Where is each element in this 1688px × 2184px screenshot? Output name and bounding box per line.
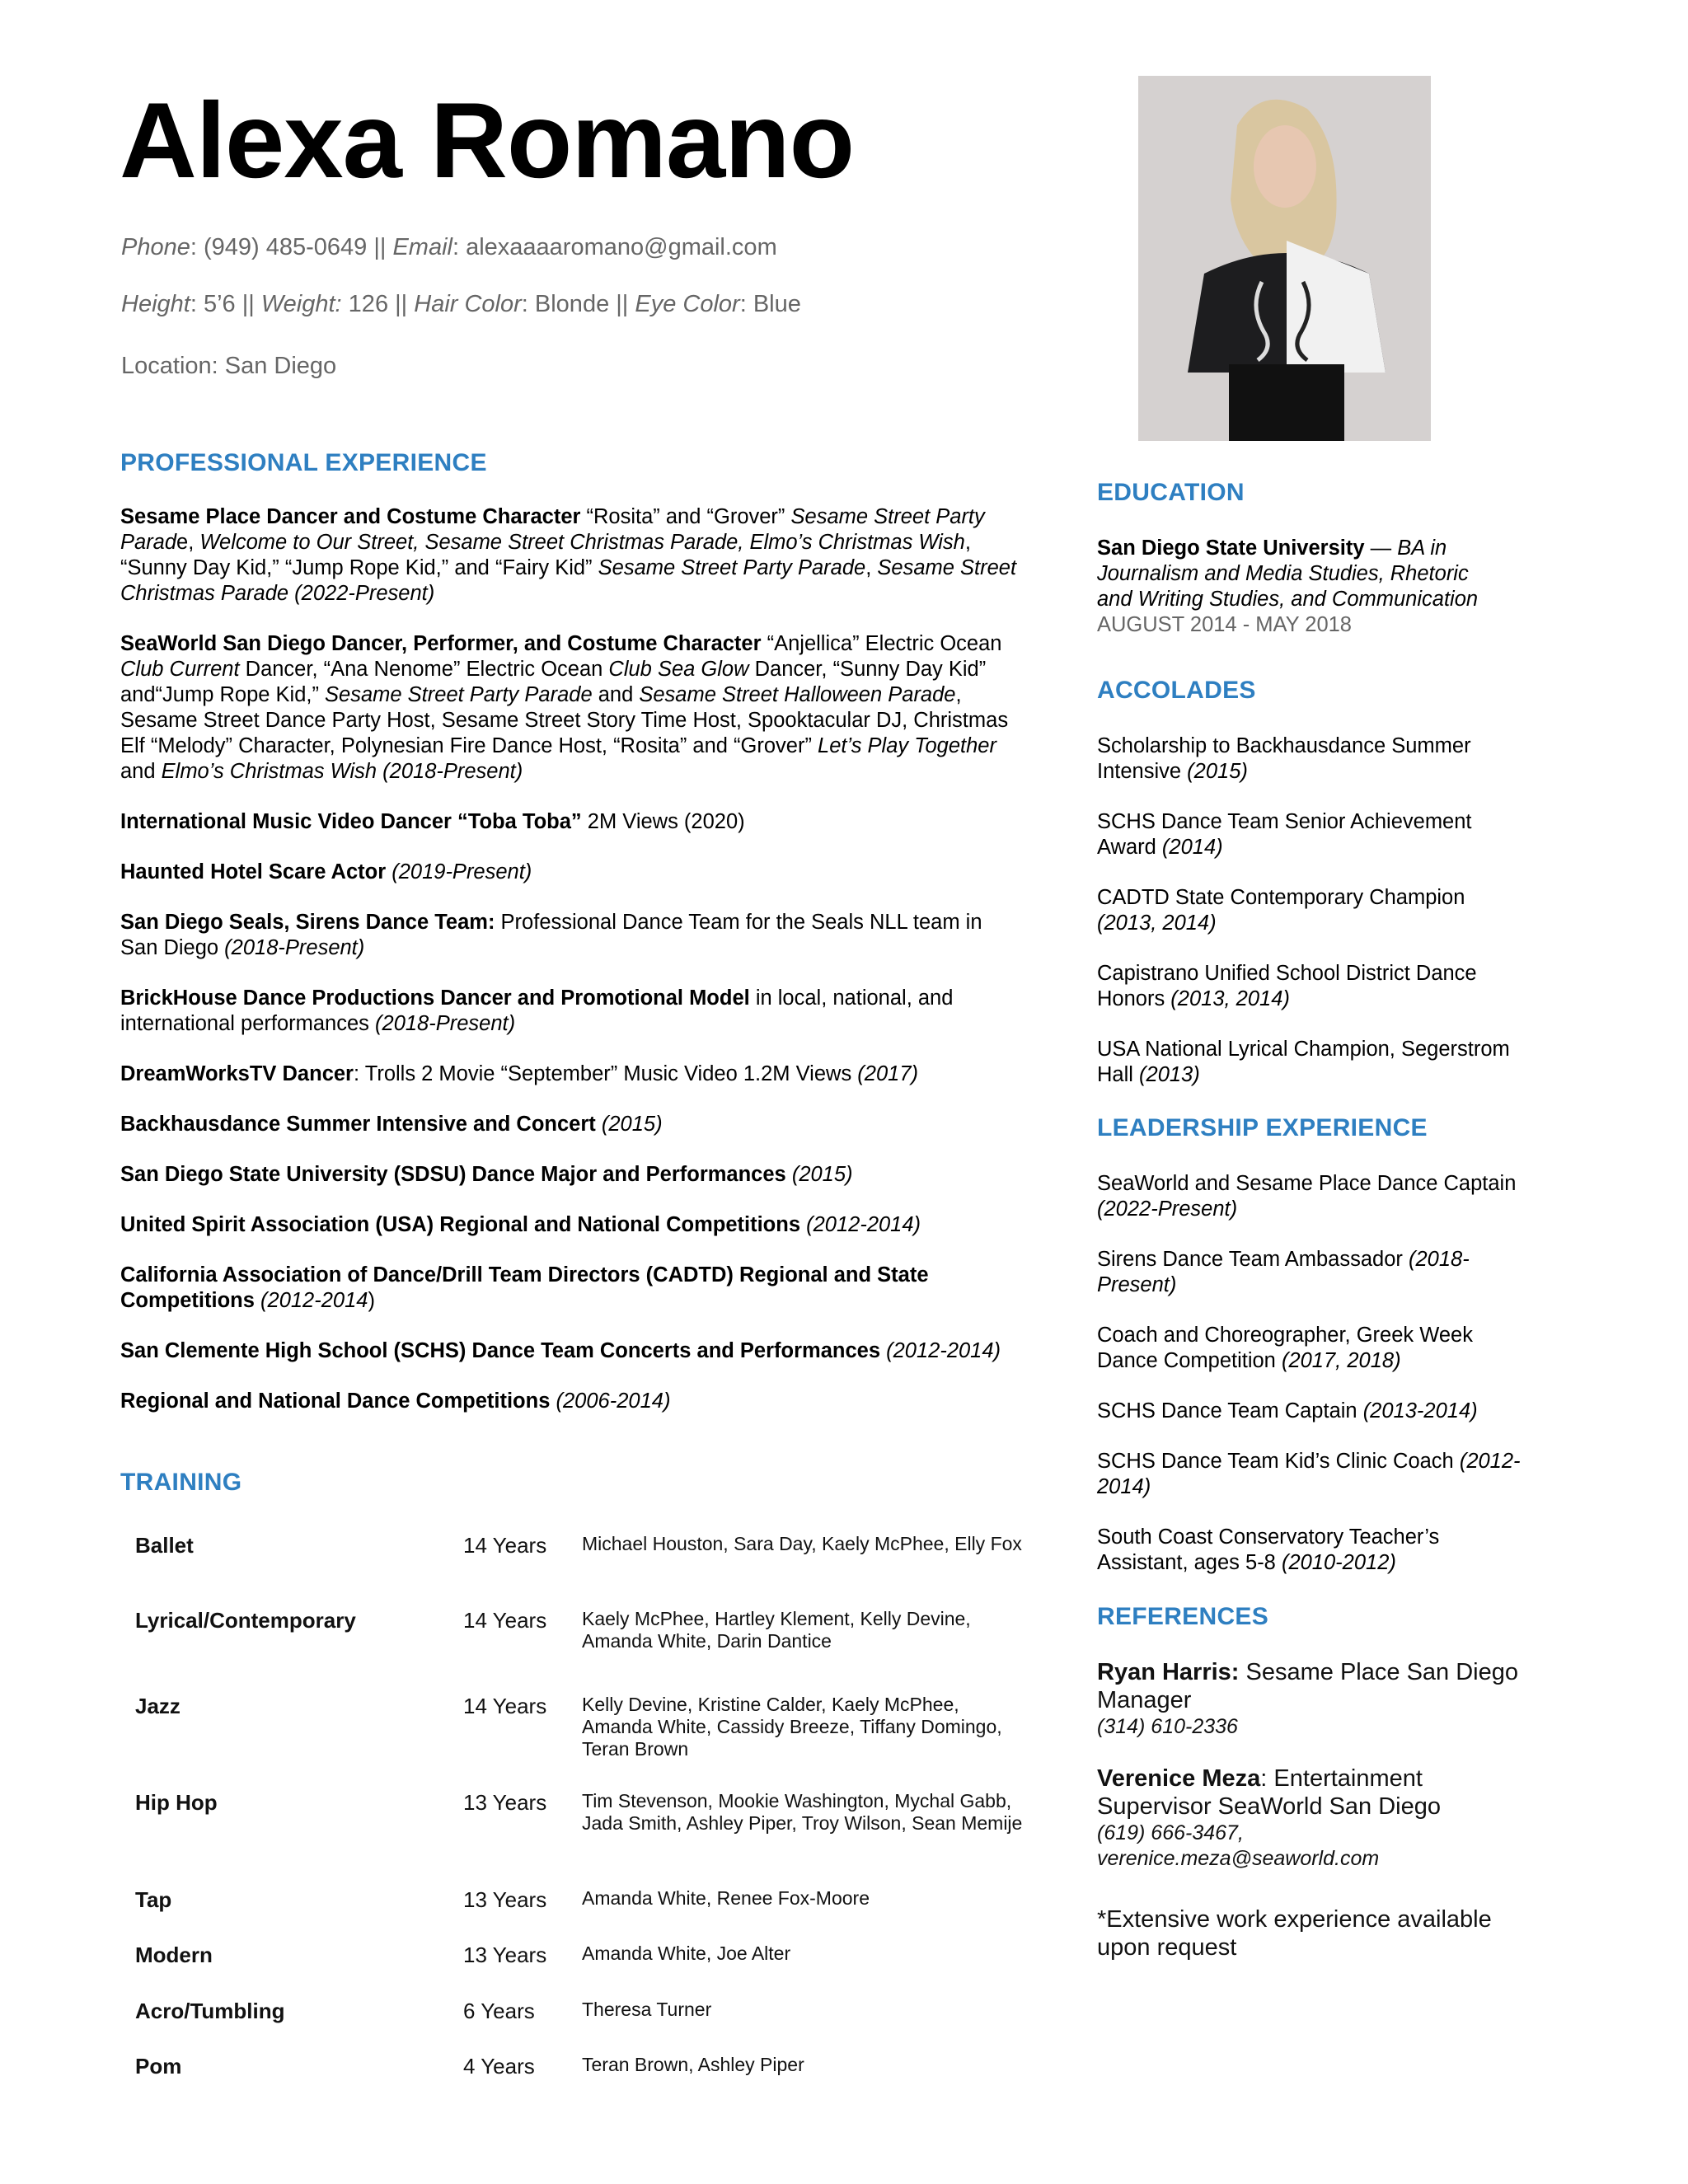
field-label: Height	[121, 291, 190, 317]
reference-role: : Entertainment Supervisor SeaWorld San Diego	[1097, 1765, 1441, 1820]
field-value: 126 ||	[341, 291, 415, 317]
experience-text-run: “Rosita” and “Grover”	[580, 505, 791, 528]
experience-text-run: Elmo’s Christmas Wish (2018-Present)	[161, 760, 523, 783]
leadership-item-text-run: (2013-2014)	[1362, 1399, 1478, 1422]
training-years: 14 Years	[463, 1533, 547, 1558]
experience-text-run: Sesame Place Dancer and Costume Character	[120, 505, 581, 528]
references-list	[1097, 1658, 1526, 1896]
field-value: : Blonde ||	[521, 291, 635, 317]
leadership-item-text-run: Coach and Choreographer, Greek Week Dance Competition	[1097, 1324, 1473, 1372]
experience-text-run: and	[592, 683, 640, 706]
training-years: 13 Years	[463, 1943, 547, 1967]
experience-text-run: Dancer, “Ana Nenome” Electric Ocean	[239, 658, 609, 681]
experience-text-run: (2015)	[601, 1113, 663, 1136]
leadership-item-text-run: (2010-2012)	[1281, 1551, 1396, 1574]
experience-text-run: Sesame Street Party Parade	[325, 683, 593, 706]
leadership-item	[1097, 1525, 1526, 1576]
training-style: Pom	[135, 2054, 182, 2079]
experience-text-run: San Diego Seals, Sirens Dance Team:	[120, 911, 495, 934]
section-heading-accolades: ACCOLADES	[1097, 677, 1256, 704]
accolade-item-text-run: Capistrano Unified School District Dance Honors	[1097, 962, 1477, 1010]
section-heading-references: REFERENCES	[1097, 1603, 1269, 1630]
section-heading-training: TRAINING	[120, 1469, 242, 1496]
experience-text-run: “Anjellica” Electric Ocean	[761, 632, 1002, 655]
leadership-item-text-run: Sirens Dance Team Ambassador	[1097, 1248, 1409, 1271]
training-years: 14 Years	[463, 1608, 547, 1633]
location: Location: San Diego	[121, 353, 337, 379]
training-teachers: Kaely McPhee, Hartley Klement, Kelly Devine, Amanda White, Darin Dantice	[582, 1608, 971, 1652]
leadership-item-text-run: (2017, 2018)	[1281, 1349, 1401, 1372]
field-label: Weight:	[260, 291, 342, 317]
leadership-item	[1097, 1171, 1526, 1222]
headshot-photo	[1138, 76, 1431, 441]
accolade-item-text-run: CADTD State Contemporary Champion	[1097, 886, 1465, 909]
experience-text-run: Welcome to Our Street, Sesame Street Christmas Parade, Elmo’s Christmas Wish	[199, 531, 965, 554]
degree: BA in Journalism and Media Studies, Rhetoric and Writing Studies, and Communication	[1097, 537, 1479, 611]
experience-text-run: Dancer, “Sunny Day Kid” and“Jump Rope Kid,”	[120, 658, 987, 706]
field-value: : (949) 485-0649 ||	[190, 234, 393, 260]
experience-text-run: (2019-Present)	[392, 860, 532, 883]
experience-text-run: Sesame Street Christmas Parade (2022-Present)	[120, 556, 1017, 605]
experience-text-run: , Sesame Street Dance Party Host, Sesame Street Story Time Host, Spooktacular DJ, Christmas Elf “Melody” Character, Polynesian Fire Dance Host, “Rosita” and “Grover”	[120, 683, 1009, 757]
experience-text-run: )	[368, 1289, 375, 1312]
experience-text-run: : Trolls 2 Movie “September” Music Video 1.2M Views	[353, 1062, 858, 1085]
accolade-item	[1097, 961, 1526, 1012]
experience-text-run: (2018-Present)	[224, 936, 365, 959]
experience-text-run: Backhausdance Summer Intensive and Concert	[120, 1113, 596, 1136]
experience-text-run: United Spirit Association (USA) Regional and National Competitions	[120, 1213, 801, 1236]
field-label: Email	[392, 234, 452, 260]
experience-text-run: Haunted Hotel Scare Actor	[120, 860, 387, 883]
experience-text-run: Sesame Street Party Parade	[598, 556, 866, 579]
section-heading-leadership: LEADERSHIP EXPERIENCE	[1097, 1114, 1428, 1141]
training-style: Lyrical/Contemporary	[135, 1608, 356, 1633]
accolade-item-text-run: (2013, 2014)	[1170, 987, 1290, 1010]
reference-entry	[1097, 1658, 1526, 1740]
experience-text-run: California Association of Dance/Drill Team Directors (CADTD) Regional and State Competitions	[120, 1263, 929, 1312]
separator: —	[1364, 537, 1398, 560]
field-value: : 5’6 ||	[190, 291, 261, 317]
availability-note: *Extensive work experience available upon request	[1097, 1906, 1492, 1961]
experience-text-run: Let’s Play Together	[818, 734, 996, 757]
accolade-item-text-run: (2015)	[1187, 760, 1248, 783]
experience-text-run: BrickHouse Dance Productions Dancer and Promotional Model	[120, 987, 750, 1010]
leadership-item-text-run: SeaWorld and Sesame Place Dance Captain	[1097, 1172, 1517, 1195]
field-value: : Blue	[739, 291, 801, 317]
experience-text-run: DreamWorksTV Dancer	[120, 1062, 354, 1085]
leadership-item	[1097, 1323, 1526, 1374]
accolade-item-text-run: USA National Lyrical Champion, Segerstrom Hall	[1097, 1038, 1510, 1086]
leadership-item-text-run: (2018-Present)	[1097, 1248, 1470, 1296]
accolade-item-text-run: SCHS Dance Team Senior Achievement Award	[1097, 810, 1472, 859]
field-label: Hair Color	[414, 291, 522, 317]
experience-text-run: (2012-2014	[260, 1289, 368, 1312]
training-table	[120, 0, 1027, 2184]
experience-text-run: (2015)	[791, 1163, 853, 1186]
accolade-item	[1097, 1037, 1526, 1088]
accolade-item-text-run: (2013)	[1139, 1063, 1200, 1086]
experience-text-run: (2017)	[857, 1062, 918, 1085]
experience-text-run: SeaWorld San Diego Dancer, Performer, and Costume Character	[120, 632, 762, 655]
training-style: Ballet	[135, 1533, 194, 1558]
experience-text-run: Club Sea Glow	[608, 658, 749, 681]
training-teachers: Teran Brown, Ashley Piper	[582, 2054, 804, 2075]
leadership-item	[1097, 1449, 1526, 1500]
accolade-item	[1097, 809, 1526, 860]
reference-name-role	[1097, 1765, 1526, 1821]
experience-text-run: International Music Video Dancer “Toba Toba”	[120, 810, 582, 833]
experience-text-run: in local, national, and international performances	[120, 987, 954, 1035]
field-value: : alexaaaaromano@gmail.com	[452, 234, 777, 260]
education-entry	[1097, 536, 1509, 638]
reference-contact: (619) 666-3467, verenice.meza@seaworld.com	[1097, 1821, 1380, 1870]
experience-text-run: San Diego State University (SDSU) Dance Major and Performances	[120, 1163, 786, 1186]
leadership-item-text-run: (2022-Present)	[1097, 1197, 1238, 1221]
field-label: Phone	[121, 234, 190, 260]
training-years: 6 Years	[463, 1999, 535, 2023]
leadership-item	[1097, 1399, 1526, 1424]
training-teachers: Amanda White, Joe Alter	[582, 1943, 791, 1964]
accolade-item	[1097, 885, 1526, 936]
accolade-item-text-run: (2014)	[1161, 836, 1223, 859]
candidate-name: Alexa Romano	[120, 80, 855, 200]
experience-text-run: (2018-Present)	[375, 1012, 516, 1035]
training-teachers: Tim Stevenson, Mookie Washington, Mychal Gabb, Jada Smith, Ashley Piper, Troy Wilson, Sean Memije	[582, 1790, 1023, 1834]
accolades-list	[1097, 733, 1526, 1113]
training-years: 13 Years	[463, 1790, 547, 1815]
experience-text-run: ,	[865, 556, 878, 579]
experience-text-run: Sesame Street Party Parad	[120, 505, 985, 554]
experience-text-run: e,	[176, 531, 200, 554]
training-style: Modern	[135, 1943, 213, 1967]
leadership-item-text-run: SCHS Dance Team Captain	[1097, 1399, 1363, 1422]
reference-name: Verenice Meza	[1097, 1765, 1261, 1792]
reference-contact: (314) 610-2336	[1097, 1715, 1238, 1738]
accolade-item	[1097, 733, 1526, 785]
training-teachers: Theresa Turner	[582, 1999, 712, 2020]
section-heading-professional: PROFESSIONAL EXPERIENCE	[120, 449, 487, 476]
school-name: San Diego State University	[1097, 537, 1365, 560]
education-dates: AUGUST 2014 - MAY 2018	[1097, 613, 1352, 636]
training-years: 4 Years	[463, 2054, 535, 2079]
leadership-item-text-run: (2012-2014)	[1097, 1450, 1521, 1498]
experience-text-run: Professional Dance Team for the Seals NLL team in San Diego	[120, 911, 982, 959]
experience-text-run: , “Sunny Day Kid,” “Jump Rope Kid,” and “Fairy Kid”	[120, 531, 971, 579]
leadership-item	[1097, 1247, 1526, 1298]
training-years: 13 Years	[463, 1887, 547, 1912]
training-style: Hip Hop	[135, 1790, 218, 1815]
experience-text-run: Regional and National Dance Competitions	[120, 1390, 551, 1413]
leadership-item-text-run: South Coast Conservatory Teacher’s Assistant, ages 5-8	[1097, 1526, 1440, 1574]
experience-text-run: Club Current	[120, 658, 240, 681]
experience-text-run: 2M Views (2020)	[581, 810, 745, 833]
accolade-item-text-run: Scholarship to Backhausdance Summer Intensive	[1097, 734, 1471, 783]
leadership-item-text-run: SCHS Dance Team Kid’s Clinic Coach	[1097, 1450, 1460, 1473]
training-style: Jazz	[135, 1694, 181, 1718]
reference-entry	[1097, 1765, 1526, 1872]
reference-role: Sesame Place San Diego Manager	[1097, 1659, 1518, 1713]
training-teachers: Kelly Devine, Kristine Calder, Kaely McPhee, Amanda White, Cassidy Breeze, Tiffany Domingo, Teran Brown	[582, 1694, 1002, 1760]
training-teachers: Michael Houston, Sara Day, Kaely McPhee, Elly Fox	[582, 1533, 1022, 1554]
accolade-item-text-run: (2013, 2014)	[1097, 912, 1217, 935]
training-teachers: Amanda White, Renee Fox-Moore	[582, 1887, 870, 1909]
headshot-image	[1138, 76, 1431, 441]
experience-text-run: (2012-2014)	[806, 1213, 921, 1236]
experience-text-run: (2006-2014)	[556, 1390, 671, 1413]
experience-text-run: Sesame Street Halloween Parade	[639, 683, 956, 706]
field-label: Eye Color	[635, 291, 740, 317]
training-years: 14 Years	[463, 1694, 547, 1718]
reference-name: Ryan Harris:	[1097, 1659, 1240, 1685]
reference-name-role	[1097, 1658, 1526, 1714]
experience-text-run: (2012-2014)	[886, 1339, 1001, 1362]
experience-text-run: and	[120, 760, 162, 783]
section-heading-education: EDUCATION	[1097, 479, 1245, 506]
training-style: Acro/Tumbling	[135, 1999, 285, 2023]
experience-text-run: San Clemente High School (SCHS) Dance Team Concerts and Performances	[120, 1339, 881, 1362]
training-style: Tap	[135, 1887, 172, 1912]
leadership-list	[1097, 1171, 1526, 1601]
